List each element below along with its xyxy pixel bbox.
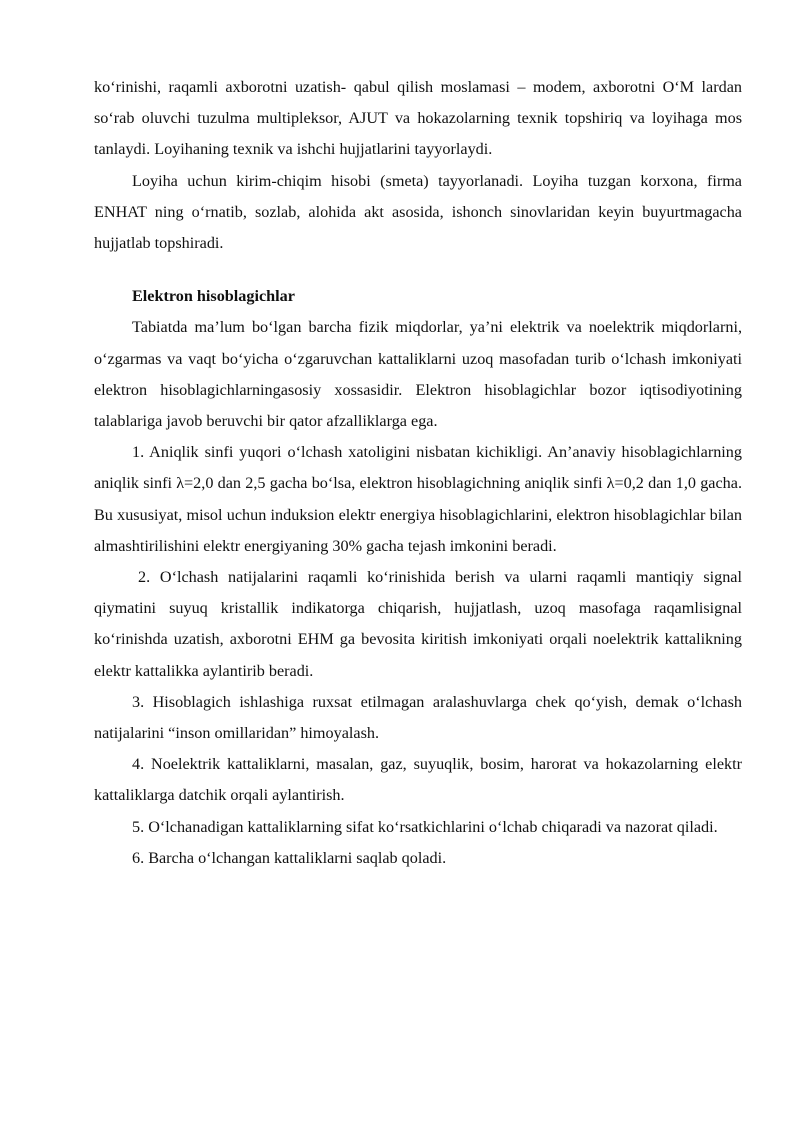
paragraph-continuation: ko‘rinishi, raqamli axborotni uzatish- qabul qilish moslamasi – modem, axborotni O‘M lardan so‘rab oluvchi tuzulma multipleksor, AJUT va hokazolarning texnik topshiriq va loyihaga mos tanlaydi. Loyihaning texnik va ishchi hujjatlarini tayyorlaydi. bbox=[94, 78, 742, 159]
list-item-4: 4. Noelektrik kattaliklarni, masalan, gaz, suyuqlik, bosim, harorat va hokazolarning elektr kattaliklarga datchik orqali aylantirish. bbox=[94, 755, 742, 805]
section-intro-paragraph: Tabiatda ma’lum bo‘lgan barcha fizik miqdorlar, ya’ni elektrik va noelektrik miqdorlarni, o‘zgarmas va vaqt bo‘yicha o‘zgaruvchan kattaliklarni uzoq masofadan turib o‘lchash imkoniyati elektron hisoblagichlarningasosiy xossasidir. Elektron hisoblagichlar bozor iqtisodiyotining talablariga javob beruvchi bir qator afzalliklarga ega. bbox=[94, 318, 742, 431]
paragraph-smeta: Loyiha uchun kirim-chiqim hisobi (smeta) tayyorlanadi. Loyiha tuzgan korxona, firma ENHAT ning o‘rnatib, sozlab, alohida akt asosida, ishonch sinovlaridan keyin buyurtmagacha hujjatlab topshiradi. bbox=[94, 171, 742, 253]
list-item-1: 1. Aniqlik sinfi yuqori o‘lchash xatoligini nisbatan kichikligi. An’anaviy hisoblagichlarning aniqlik sinfi λ=2,0 dan 2,5 gacha bo‘lsa, elektron hisoblagichning aniqlik sinfi λ=0,2 dan 1,0 gacha. Bu xususiyat, misol uchun induksion elektr energiya hisoblagichlarini, elektron hisoblagichlar bilan almashtirilishini elektr energiyaning 30% gacha tejash imkonini beradi. bbox=[94, 443, 742, 555]
section-heading: Elektron hisoblagichlar bbox=[132, 287, 295, 306]
list-item-6: 6. Barcha o‘lchangan kattaliklarni saqlab qoladi. bbox=[132, 848, 447, 867]
list-item-5: 5. O‘lchanadigan kattaliklarning sifat ko‘rsatkichlarini o‘lchab chiqaradi va nazorat qiladi. bbox=[132, 817, 718, 836]
list-item-3: 3. Hisoblagich ishlashiga ruxsat etilmagan aralashuvlarga chek qo‘yish, demak o‘lchash natijalarini “inson omillaridan” himoyalash. bbox=[94, 692, 742, 743]
list-item-2: 2. O‘lchash natijalarini raqamli ko‘rinishida berish va ularni raqamli mantiqiy signal qiymatini suyuq kristallik indikatorga chiqarish, hujjatlash, uzoq masofaga raqamlisignal ko‘rinishda uzatish, axborotni EHM ga bevosita kiritish imkoniyati orqali noelektrik kattalikning elektr kattalikka aylantirib beradi. bbox=[94, 568, 742, 680]
document-body bbox=[94, 72, 742, 874]
